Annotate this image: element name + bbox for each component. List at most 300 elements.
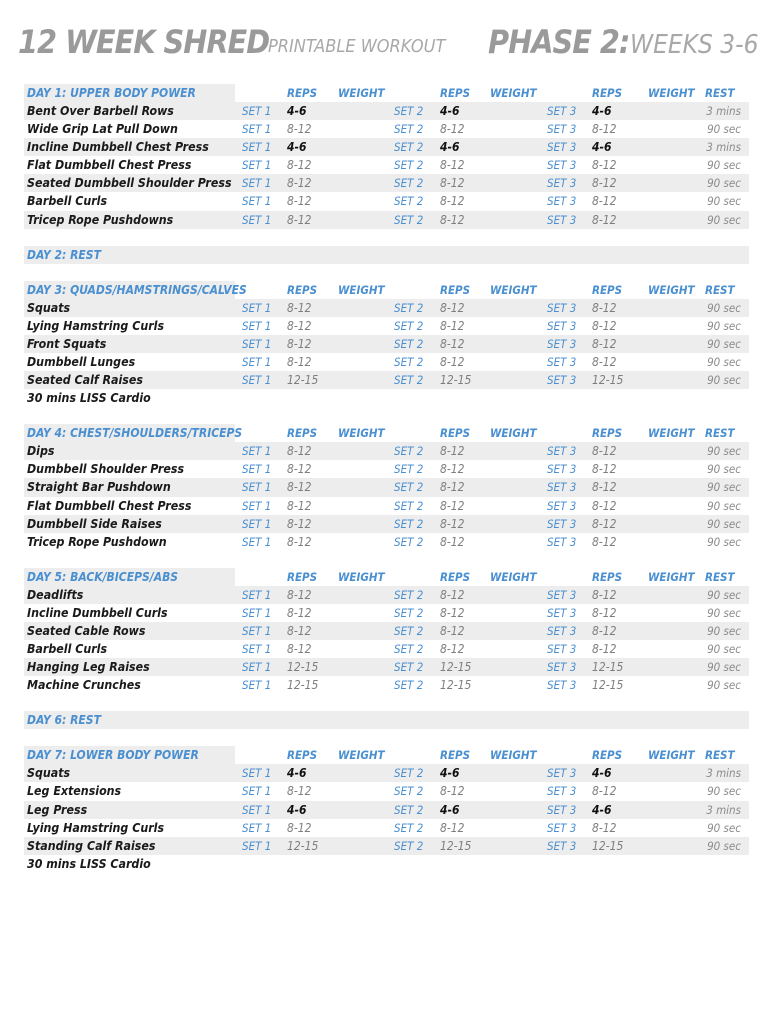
exercise-name: Bent Over Barbell Rows [27,104,174,118]
set-label: SET 2 [394,587,424,602]
reps-value: 8-12 [592,176,617,191]
set-label: SET 1 [242,642,272,657]
reps-value: 8-12 [287,587,312,602]
exercise-row [24,299,749,317]
day-section [0,746,768,873]
workout-sheet [0,84,768,890]
day-section [0,84,768,229]
exercise-name: Dumbbell Shoulder Press [27,462,185,477]
exercise-row [24,640,749,658]
section-gap [0,873,768,890]
set-label: SET 3 [547,802,577,817]
reps-value: 12-15 [440,373,472,388]
set-label: SET 1 [242,678,272,693]
set-label: SET 1 [242,176,272,191]
set-label: SET 3 [547,373,577,388]
reps-value: 4-6 [440,802,460,817]
reps-value: 4-6 [287,140,307,155]
set-label: SET 1 [242,462,272,477]
rest-value: 90 sec [707,623,741,638]
set-label: SET 3 [547,444,577,459]
reps-value: 8-12 [440,534,465,549]
rest-value: 3 mins [706,766,741,781]
exercise-name: Deadlifts [27,587,84,602]
day-header-row [24,424,749,442]
reps-header: REPS [592,282,623,297]
reps-value: 12-15 [592,660,624,675]
rest-value: 90 sec [707,318,741,333]
set-label: SET 1 [242,660,272,675]
set-label: SET 1 [242,802,272,817]
set-label: SET 2 [394,642,424,657]
rest-value: 90 sec [707,678,741,693]
set-label: SET 2 [394,444,424,459]
day-header-row [24,84,749,102]
rest-value: 90 sec [707,534,741,549]
set-label: SET 1 [242,300,272,315]
weight-header: WEIGHT [490,748,537,763]
reps-value: 8-12 [592,122,617,137]
reps-value: 8-12 [592,158,617,173]
set-label: SET 2 [394,516,424,531]
reps-value: 4-6 [287,802,307,817]
exercise-name: Leg Extensions [27,784,122,799]
reps-value: 8-12 [592,462,617,477]
reps-value: 8-12 [287,642,312,657]
set-label: SET 2 [394,462,424,477]
set-label: SET 3 [547,336,577,351]
reps-value: 12-15 [287,678,319,693]
set-label: SET 2 [394,605,424,620]
reps-value: 12-15 [592,373,624,388]
reps-value: 4-6 [592,104,612,118]
set-label: SET 1 [242,605,272,620]
reps-value: 8-12 [287,605,312,620]
day-title-background [24,711,749,729]
exercise-row [24,764,749,782]
cardio-label: 30 mins LISS Cardio [27,856,151,871]
exercise-name: Standing Calf Raises [27,838,156,853]
exercise-row [24,604,749,622]
reps-header: REPS [287,86,318,100]
reps-value: 8-12 [287,212,312,227]
exercise-row [24,837,749,855]
set-label: SET 1 [242,534,272,549]
weight-header: WEIGHT [648,748,695,763]
set-label: SET 2 [394,318,424,333]
reps-value: 12-15 [287,660,319,675]
rest-header: REST [705,748,735,763]
program-subtitle: PRINTABLE WORKOUT [268,36,446,57]
exercise-row [24,515,749,533]
rest-value: 90 sec [707,444,741,459]
reps-value: 8-12 [592,444,617,459]
reps-header: REPS [440,426,471,441]
exercise-row [24,102,749,120]
reps-value: 8-12 [592,623,617,638]
rest-value: 90 sec [707,373,741,388]
reps-value: 8-12 [440,122,465,137]
reps-value: 8-12 [287,462,312,477]
reps-value: 8-12 [592,534,617,549]
set-label: SET 1 [242,158,272,173]
reps-value: 8-12 [592,587,617,602]
rest-value: 90 sec [707,122,741,137]
set-label: SET 3 [547,480,577,495]
weight-header: WEIGHT [338,426,385,441]
set-label: SET 2 [394,480,424,495]
set-label: SET 1 [242,587,272,602]
weight-header: WEIGHT [648,282,695,297]
set-label: SET 1 [242,140,272,155]
reps-value: 8-12 [592,784,617,799]
rest-value: 90 sec [707,498,741,513]
rest-value: 90 sec [707,462,741,477]
reps-value: 8-12 [440,498,465,513]
day-section [0,711,768,729]
set-label: SET 2 [394,838,424,853]
set-label: SET 3 [547,820,577,835]
exercise-name: Incline Dumbbell Curls [27,605,168,620]
rest-value: 90 sec [707,516,741,531]
reps-value: 8-12 [287,336,312,351]
exercise-name: Seated Calf Raises [27,373,143,388]
exercise-name: Wide Grip Lat Pull Down [27,122,178,137]
reps-value: 8-12 [440,176,465,191]
reps-value: 8-12 [592,354,617,369]
day-title: DAY 1: UPPER BODY POWER [27,86,196,100]
reps-value: 12-15 [592,838,624,853]
set-label: SET 3 [547,194,577,209]
set-label: SET 3 [547,104,577,118]
day-title: DAY 6: REST [27,713,101,728]
set-label: SET 1 [242,354,272,369]
reps-header: REPS [440,748,471,763]
set-label: SET 3 [547,176,577,191]
reps-value: 12-15 [287,373,319,388]
day-section [0,568,768,695]
set-label: SET 2 [394,498,424,513]
reps-value: 4-6 [592,140,612,155]
reps-value: 8-12 [287,122,312,137]
rest-value: 3 mins [706,140,741,155]
reps-value: 8-12 [287,300,312,315]
exercise-row [24,801,749,819]
reps-value: 8-12 [592,498,617,513]
day-title: DAY 3: QUADS/HAMSTRINGS/CALVES [27,282,247,297]
exercise-row [24,782,749,800]
section-gap [0,264,768,281]
exercise-name: Lying Hamstring Curls [27,318,165,333]
day-header-row [24,246,749,264]
exercise-row [24,335,749,353]
reps-header: REPS [592,748,623,763]
reps-value: 8-12 [592,318,617,333]
weight-header: WEIGHT [338,86,385,100]
set-label: SET 1 [242,784,272,799]
exercise-name: Barbell Curls [27,194,108,209]
set-label: SET 3 [547,140,577,155]
set-label: SET 3 [547,534,577,549]
exercise-row [24,622,749,640]
reps-value: 8-12 [440,820,465,835]
weight-header: WEIGHT [648,569,695,584]
rest-value: 90 sec [707,605,741,620]
reps-value: 12-15 [440,660,472,675]
exercise-row [24,192,749,210]
reps-value: 4-6 [592,802,612,817]
reps-value: 8-12 [440,623,465,638]
set-label: SET 3 [547,158,577,173]
reps-value: 8-12 [287,820,312,835]
day-section [0,424,768,551]
reps-value: 8-12 [592,820,617,835]
reps-value: 8-12 [592,642,617,657]
rest-value: 90 sec [707,158,741,173]
set-label: SET 2 [394,660,424,675]
set-label: SET 1 [242,194,272,209]
reps-header: REPS [440,86,471,100]
reps-value: 8-12 [440,158,465,173]
set-label: SET 3 [547,212,577,227]
reps-value: 8-12 [440,300,465,315]
weight-header: WEIGHT [648,426,695,441]
reps-value: 8-12 [440,212,465,227]
set-label: SET 2 [394,354,424,369]
rest-value: 90 sec [707,820,741,835]
reps-value: 8-12 [287,444,312,459]
exercise-row [24,819,749,837]
set-label: SET 1 [242,623,272,638]
exercise-row [24,658,749,676]
reps-value: 8-12 [592,194,617,209]
set-label: SET 2 [394,784,424,799]
reps-value: 8-12 [287,534,312,549]
set-label: SET 2 [394,122,424,137]
exercise-name: Dumbbell Side Raises [27,516,162,531]
section-gap [0,551,768,568]
reps-header: REPS [287,569,318,584]
set-label: SET 1 [242,516,272,531]
reps-value: 8-12 [287,480,312,495]
exercise-name: Tricep Rope Pushdowns [27,212,174,227]
set-label: SET 3 [547,766,577,781]
exercise-name: Machine Crunches [27,678,141,693]
exercise-name: Squats [27,300,71,315]
day-header-row [24,746,749,764]
exercise-row [24,211,749,229]
set-label: SET 2 [394,802,424,817]
rest-value: 90 sec [707,587,741,602]
reps-value: 8-12 [440,444,465,459]
reps-value: 8-12 [440,516,465,531]
reps-header: REPS [592,86,623,100]
set-label: SET 2 [394,336,424,351]
exercise-row [24,497,749,515]
weight-header: WEIGHT [338,748,385,763]
set-label: SET 3 [547,623,577,638]
weight-header: WEIGHT [648,86,695,100]
set-label: SET 3 [547,462,577,477]
set-label: SET 1 [242,122,272,137]
weight-header: WEIGHT [338,569,385,584]
set-label: SET 2 [394,104,424,118]
rest-header: REST [705,282,735,297]
weight-header: WEIGHT [490,282,537,297]
rest-value: 90 sec [707,194,741,209]
set-label: SET 1 [242,373,272,388]
program-title: 12 WEEK SHRED [18,23,270,61]
exercise-name: Straight Bar Pushdown [27,480,171,495]
exercise-name: Front Squats [27,336,107,351]
reps-header: REPS [287,426,318,441]
exercise-name: Squats [27,766,71,781]
set-label: SET 3 [547,605,577,620]
reps-value: 8-12 [592,605,617,620]
rest-value: 3 mins [706,104,741,118]
weight-header: WEIGHT [490,569,537,584]
set-label: SET 1 [242,820,272,835]
exercise-name: Incline Dumbbell Chest Press [27,140,209,155]
set-label: SET 3 [547,642,577,657]
set-label: SET 2 [394,300,424,315]
reps-value: 8-12 [592,480,617,495]
reps-value: 8-12 [440,587,465,602]
reps-value: 8-12 [440,784,465,799]
reps-header: REPS [440,569,471,584]
rest-header: REST [705,426,735,441]
exercise-name: Lying Hamstring Curls [27,820,165,835]
day-header-row [24,281,749,299]
set-label: SET 3 [547,300,577,315]
phase-title: PHASE 2: [488,23,630,61]
reps-value: 12-15 [287,838,319,853]
reps-value: 4-6 [440,140,460,155]
reps-value: 8-12 [287,784,312,799]
set-label: SET 3 [547,122,577,137]
reps-value: 8-12 [440,318,465,333]
rest-value: 90 sec [707,660,741,675]
rest-value: 90 sec [707,336,741,351]
day-section [0,281,768,408]
set-label: SET 3 [547,660,577,675]
section-gap [0,694,768,711]
reps-value: 8-12 [440,354,465,369]
reps-value: 4-6 [287,104,307,118]
cardio-label: 30 mins LISS Cardio [27,391,151,406]
reps-value: 8-12 [287,354,312,369]
section-gap [0,729,768,746]
set-label: SET 2 [394,212,424,227]
reps-value: 8-12 [287,158,312,173]
set-label: SET 2 [394,194,424,209]
reps-value: 4-6 [287,766,307,781]
reps-value: 4-6 [592,766,612,781]
set-label: SET 3 [547,587,577,602]
exercise-row [24,120,749,138]
reps-value: 8-12 [440,462,465,477]
weight-header: WEIGHT [490,86,537,100]
exercise-row [24,442,749,460]
set-label: SET 2 [394,373,424,388]
reps-value: 8-12 [287,194,312,209]
set-label: SET 3 [547,318,577,333]
reps-header: REPS [592,569,623,584]
set-label: SET 1 [242,498,272,513]
set-label: SET 2 [394,158,424,173]
rest-header: REST [705,569,735,584]
day-title-background [24,246,749,264]
set-label: SET 3 [547,838,577,853]
reps-value: 8-12 [440,480,465,495]
rest-value: 90 sec [707,784,741,799]
exercise-name: Seated Cable Rows [27,623,146,638]
rest-value: 90 sec [707,300,741,315]
exercise-row [24,478,749,496]
reps-header: REPS [287,748,318,763]
cardio-row [24,855,749,873]
reps-value: 8-12 [440,642,465,657]
set-label: SET 1 [242,480,272,495]
reps-value: 12-15 [440,678,472,693]
exercise-row [24,138,749,156]
reps-value: 8-12 [592,300,617,315]
day-title: DAY 5: BACK/BICEPS/ABS [27,569,179,584]
rest-value: 90 sec [707,642,741,657]
set-label: SET 3 [547,498,577,513]
rest-value: 90 sec [707,480,741,495]
rest-value: 90 sec [707,176,741,191]
day-header-row [24,711,749,729]
reps-value: 4-6 [440,766,460,781]
exercise-row [24,353,749,371]
day-section [0,246,768,264]
exercise-row [24,174,749,192]
day-title: DAY 4: CHEST/SHOULDERS/TRICEPS [27,426,243,441]
rest-value: 3 mins [706,802,741,817]
exercise-row [24,460,749,478]
reps-value: 8-12 [287,176,312,191]
exercise-name: Barbell Curls [27,642,108,657]
reps-header: REPS [440,282,471,297]
section-gap [0,229,768,246]
weight-header: WEIGHT [490,426,537,441]
exercise-name: Dumbbell Lunges [27,354,136,369]
reps-value: 4-6 [440,104,460,118]
exercise-name: Hanging Leg Raises [27,660,150,675]
page-header [0,0,768,70]
set-label: SET 2 [394,820,424,835]
set-label: SET 1 [242,104,272,118]
section-gap [0,407,768,424]
set-label: SET 2 [394,534,424,549]
set-label: SET 1 [242,336,272,351]
exercise-row [24,676,749,694]
reps-value: 12-15 [592,678,624,693]
rest-value: 90 sec [707,354,741,369]
set-label: SET 1 [242,838,272,853]
set-label: SET 1 [242,318,272,333]
set-label: SET 2 [394,678,424,693]
set-label: SET 2 [394,623,424,638]
reps-value: 8-12 [592,516,617,531]
day-title: DAY 7: LOWER BODY POWER [27,748,199,763]
exercise-name: Flat Dumbbell Chest Press [27,498,192,513]
set-label: SET 3 [547,678,577,693]
reps-value: 8-12 [287,623,312,638]
reps-value: 8-12 [592,212,617,227]
exercise-name: Leg Press [27,802,88,817]
